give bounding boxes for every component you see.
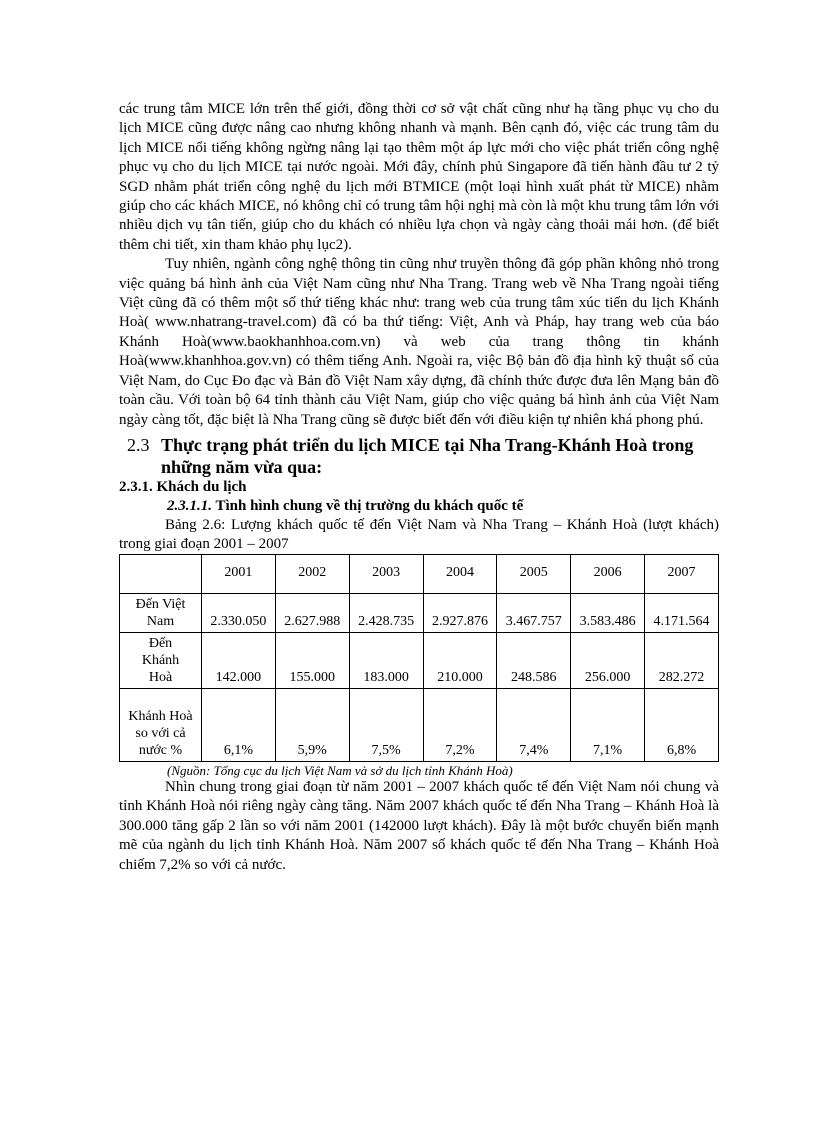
table-row: [120, 593, 719, 632]
section-number: 2.3: [127, 434, 150, 455]
year-cell: 2006: [571, 554, 645, 593]
table-row: [120, 632, 719, 688]
paragraph-intro-2: Tuy nhiên, ngành công nghệ thông tin cũng như truyền thông đã góp phần không nhỏ trong việc quảng bá hình ảnh của Việt Nam cũng như Nha Trang. Trang web về Nha Trang ngoài tiếng Việt cũng đã có thêm một số thứ tiếng khác như: trang web của trung tâm xúc tiến du lịch Khánh Hoà( www.nhatrang-travel.com) đã có ba thứ tiếng: Việt, Anh và Pháp, hay trang web của báo Khánh Hoà(www.baokhanhhoa.com.vn) và web của trang thông tin khánh Hoà(www.khanhhoa.gov.vn) có thêm tiếng Anh. Ngoài ra, việc Bộ bản đồ địa hình kỹ thuật số của Việt Nam, do Cục Đo đạc và Bản đồ Việt Nam xây dựng, đã chính thức được đưa lên Mạng bản đồ toàn cầu. Với toàn bộ 64 tỉnh thành cảu Việt Nam, giúp cho việc quảng bá hình ảnh của Việt Nam ngày càng tốt, đặc biệt là Nha Trang cũng sẽ được biết đến với điều kiện tự nhiên khá phong phú.: [119, 256, 719, 428]
subsection-heading: 2.3.1. Khách du lịch: [119, 478, 247, 495]
value-cell: 256.000: [571, 632, 645, 688]
value-cell: 7,1%: [571, 688, 645, 761]
source-note: (Nguồn: Tổng cục du lịch Việt Nam và sở du lịch tỉnh Khánh Hoà): [167, 762, 513, 778]
value-cell: 5,9%: [275, 688, 349, 761]
value-cell: 183.000: [349, 632, 423, 688]
value-cell: 2.330.050: [202, 593, 276, 632]
year-cell: 2005: [497, 554, 571, 593]
visitor-table: [119, 554, 719, 762]
table-caption: Bảng 2.6: Lượng khách quốc tế đến Việt Nam và Nha Trang – Khánh Hoà (lượt khách) trong giai đoạn 2001 – 2007: [119, 516, 719, 552]
value-cell: 6,1%: [202, 688, 276, 761]
year-cell: 2007: [645, 554, 719, 593]
value-cell: 142.000: [202, 632, 276, 688]
subsubsection-title: Tình hình chung về thị trường du khách quốc tế: [215, 497, 524, 514]
table-row: [120, 688, 719, 761]
table-corner-cell: [120, 554, 202, 593]
table-header-row: [120, 554, 719, 593]
value-cell: 4.171.564: [645, 593, 719, 632]
value-cell: 248.586: [497, 632, 571, 688]
value-cell: 7,5%: [349, 688, 423, 761]
row-label: Đến Khánh Hoà: [120, 632, 202, 688]
value-cell: 7,4%: [497, 688, 571, 761]
value-cell: 3.583.486: [571, 593, 645, 632]
value-cell: 282.272: [645, 632, 719, 688]
paragraph-intro-1: các trung tâm MICE lớn trên thế giới, đồng thời cơ sở vật chất cũng như hạ tầng phục vụ cho du lịch MICE cũng được nâng cao nhưng không nhanh và mạnh. Bên cạnh đó, việc các trung tâm du lịch MICE nổi tiếng không ngừng nâng lại tạo thêm một áp lực mới cho việc phát triển công nghệ phục vụ cho du lịch MICE tại nước ngoài. Mới đây, chính phủ Singapore đã tiến hành đầu tư 2 tỷ SGD nhằm phát triển công nghệ du lịch mới BTMICE (một loại hình xuất phát từ MICE) nhằm giúp cho các khách MICE, nó không chỉ có trung tâm hội nghị mà còn là một khu trung tâm lớn với nhiều dịch vụ tân tiến, giúp cho du khách có nhiều lựa chọn và ngày càng thoải mái hơn. (để biết thêm chi tiết, xin tham khảo phụ lục2).: [119, 101, 719, 253]
document-page: [119, 100, 719, 875]
subsubsection-number: 2.3.1.1.: [167, 497, 212, 514]
value-cell: 2.627.988: [275, 593, 349, 632]
year-cell: 2003: [349, 554, 423, 593]
section-heading: [119, 434, 719, 478]
value-cell: 2.927.876: [423, 593, 497, 632]
row-label: Đến Việt Nam: [120, 593, 202, 632]
row-label: Khánh Hoà so với cả nước %: [120, 688, 202, 761]
value-cell: 2.428.735: [349, 593, 423, 632]
section-title: Thực trạng phát triển du lịch MICE tại Nha Trang-Khánh Hoà trong những năm vừa qua:: [161, 434, 694, 477]
year-cell: 2001: [202, 554, 276, 593]
year-cell: 2002: [275, 554, 349, 593]
value-cell: 155.000: [275, 632, 349, 688]
subsubsection-heading: [119, 497, 719, 516]
value-cell: 210.000: [423, 632, 497, 688]
value-cell: 3.467.757: [497, 593, 571, 632]
value-cell: 7,2%: [423, 688, 497, 761]
paragraph-conclusion: Nhìn chung trong giai đoạn từ năm 2001 – 2007 khách quốc tế đến Việt Nam nói chung và tỉnh Khánh Hoà nói riêng ngày càng tăng. Năm 2007 khách quốc tế đến Nha Trang – Khánh Hoà là 300.000 tăng gấp 2 lần so với năm 2001 (142000 lượt khách). Đây là một bước chuyển biến mạnh mẽ của ngành du lịch tỉnh Khánh Hoà. Năm 2007 số khách quốc tế đến Nha Trang – Khánh Hoà chiếm 7,2% so với cả nước.: [119, 778, 719, 873]
year-cell: 2004: [423, 554, 497, 593]
value-cell: 6,8%: [645, 688, 719, 761]
